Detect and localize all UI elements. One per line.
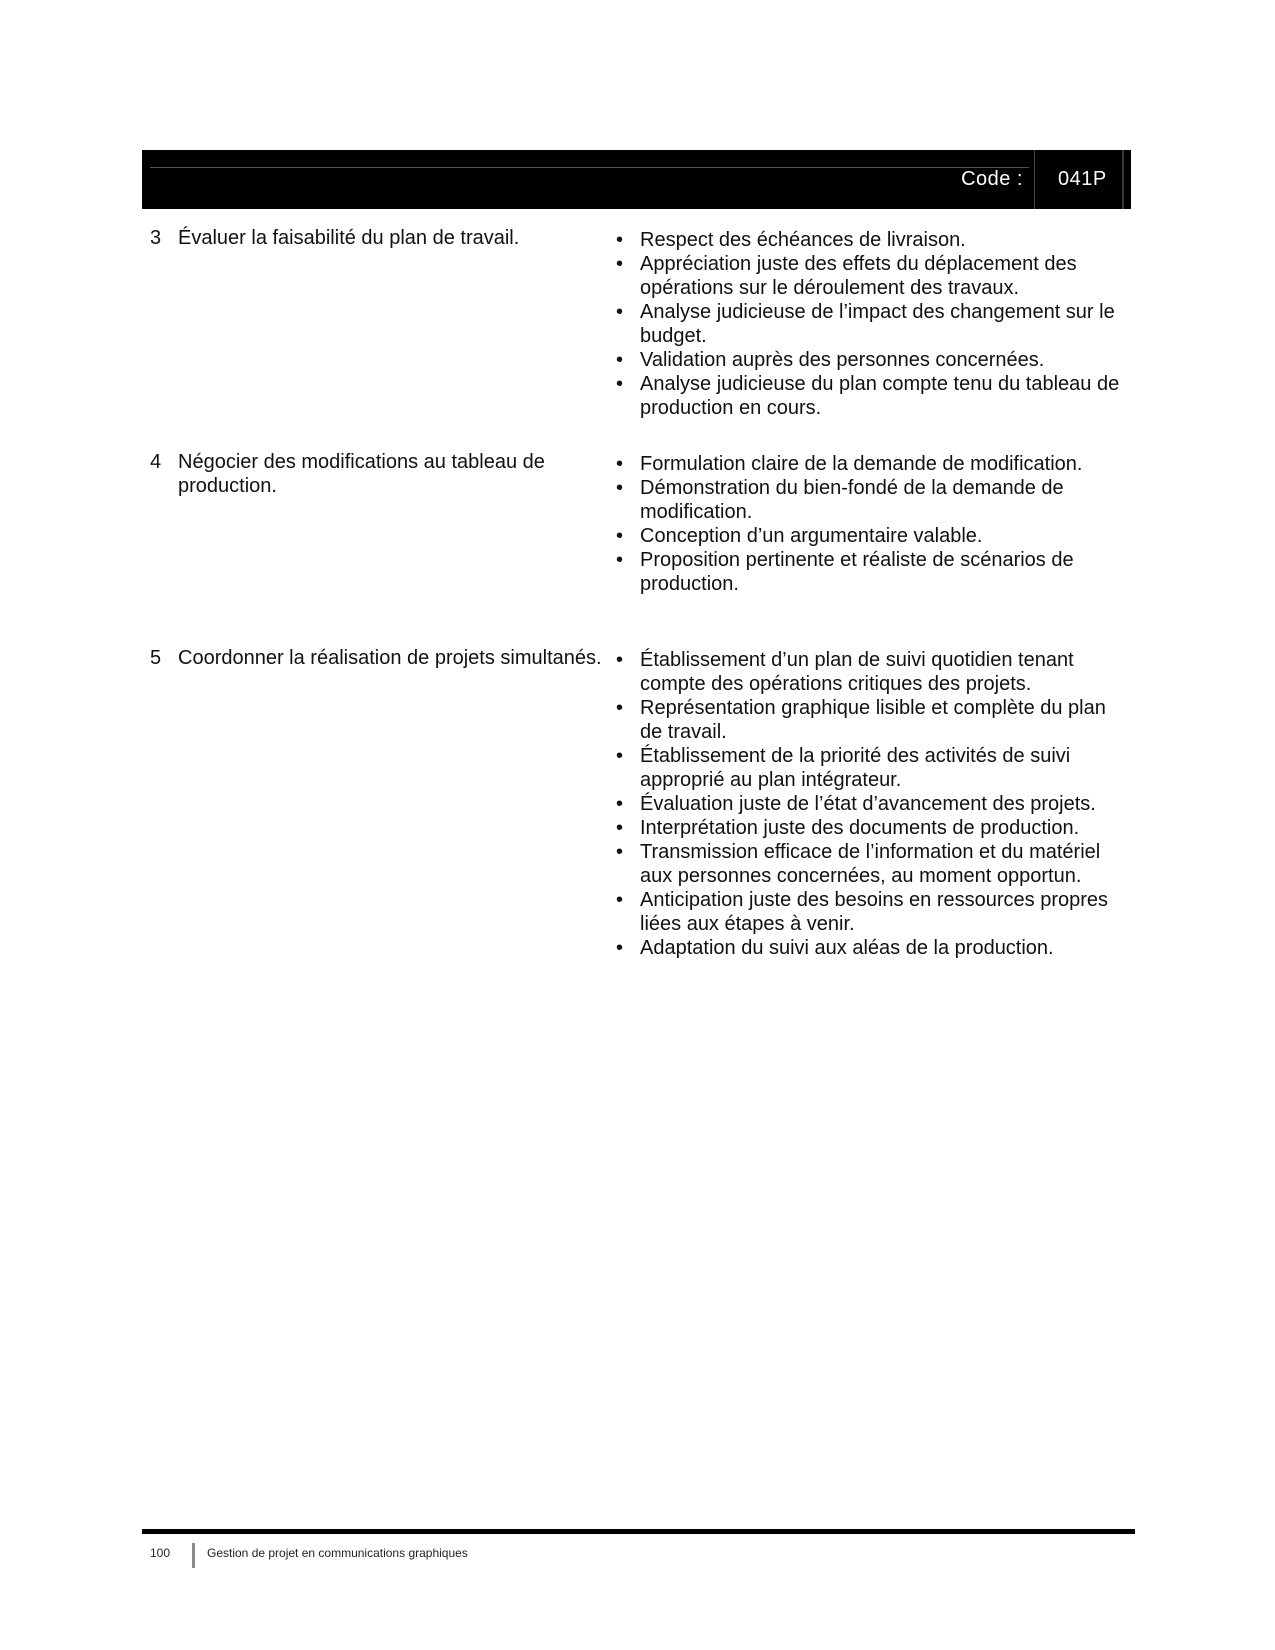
footer-rule: [142, 1529, 1135, 1534]
criteria-item: • Démonstration du bien-fondé de la demande de modification.: [616, 477, 1064, 523]
bullet-icon: •: [616, 301, 624, 323]
criteria-list: [612, 648, 1127, 960]
bullet-icon: •: [616, 649, 624, 671]
code-header-band: [142, 150, 1131, 209]
bullet-icon: •: [616, 841, 624, 863]
criteria-item: • Représentation graphique lisible et complète du plan de travail.: [616, 697, 1106, 743]
criteria-list: [612, 452, 1127, 596]
criteria-item: • Anticipation juste des besoins en ressources propres liées aux étapes à venir.: [616, 889, 1109, 935]
criteria-item: • Formulation claire de la demande de modification.: [616, 453, 1083, 475]
bullet-icon: •: [616, 745, 624, 767]
bullet-icon: •: [616, 697, 624, 719]
element-text: Négocier des modifications au tableau de production.: [178, 451, 545, 497]
bullet-icon: •: [616, 253, 624, 275]
element-text: Coordonner la réalisation de projets simultanés.: [178, 647, 602, 669]
bullet-icon: •: [616, 793, 624, 815]
header-rule: [150, 167, 1029, 168]
criteria-item: • Analyse judicieuse de l’impact des changement sur le budget.: [616, 301, 1115, 347]
criteria-item: • Respect des échéances de livraison.: [616, 229, 966, 251]
criteria-item: • Validation auprès des personnes concernées.: [616, 349, 1045, 371]
bullet-icon: •: [616, 817, 624, 839]
element-number: 5: [150, 647, 162, 669]
bullet-icon: •: [616, 549, 624, 571]
bullet-icon: •: [616, 453, 624, 475]
element-number: 4: [150, 451, 162, 473]
header-edge: [1122, 150, 1124, 209]
bullet-icon: •: [616, 525, 624, 547]
bullet-icon: •: [616, 889, 624, 911]
element-text: Évaluer la faisabilité du plan de travail.: [178, 227, 520, 249]
code-label: Code :: [961, 168, 1023, 190]
page-number: 100: [150, 1546, 171, 1560]
criteria-item: • Analyse judicieuse du plan compte tenu du tableau de production en cours.: [616, 373, 1120, 419]
criteria-item: • Appréciation juste des effets du déplacement des opérations sur le déroulement des travaux.: [616, 253, 1077, 299]
bullet-icon: •: [616, 937, 624, 959]
criteria-item: • Conception d’un argumentaire valable.: [616, 525, 983, 547]
criteria-item: • Proposition pertinente et réaliste de scénarios de production.: [616, 549, 1074, 595]
criteria-item: • Transmission efficace de l’information et du matériel aux personnes concernées, au moment opportun.: [616, 841, 1101, 887]
criteria-item: • Établissement d’un plan de suivi quotidien tenant compte des opérations critiques des projets.: [616, 649, 1074, 695]
bullet-icon: •: [616, 373, 624, 395]
bullet-icon: •: [616, 349, 624, 371]
element-number: 3: [150, 227, 162, 249]
criteria-list: [612, 228, 1127, 420]
footer-title: Gestion de projet en communications graphiques: [207, 1546, 468, 1560]
criteria-item: • Adaptation du suivi aux aléas de la production.: [616, 937, 1054, 959]
criteria-item: • Interprétation juste des documents de production.: [616, 817, 1080, 839]
header-separator: [1034, 150, 1035, 209]
bullet-icon: •: [616, 477, 624, 499]
criteria-item: • Évaluation juste de l’état d’avancement des projets.: [616, 793, 1096, 815]
criteria-item: • Établissement de la priorité des activités de suivi approprié au plan intégrateur.: [616, 745, 1071, 791]
bullet-icon: •: [616, 229, 624, 251]
code-value: 041P: [1058, 168, 1107, 190]
footer-divider: [192, 1543, 195, 1568]
